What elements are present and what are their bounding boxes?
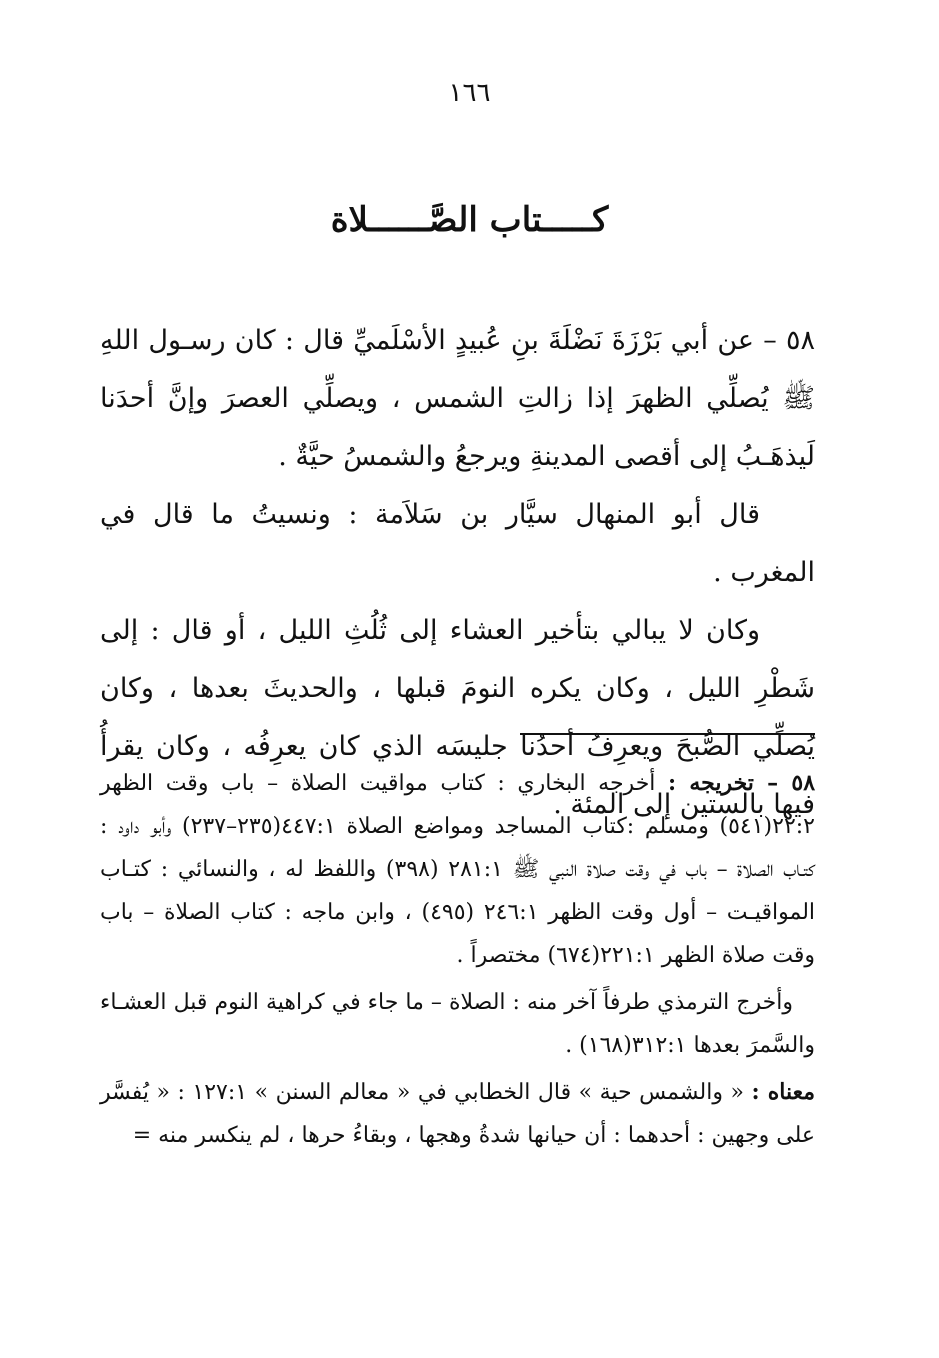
takhrij-text: أخرجه البخاري : كتاب مواقيت الصلاة – باب وقت الظهر ٢٢:٢(٥٤١) ومسلم :كتاب المساجد ومواضع الصلاة ٤٤٧:١(٢٣٥–٢٣٧) وأبو داود : كتـاب الصلاة – باب في وقت صلاة النبي ﷺ ٢٨١:١ (٣٩٨) واللفظ له ، والنسائي : كتـاب المواقيـت – أول وقت الظهر ٢٤٦:١ (٤٩٥) ، وابن ماجه : كتاب الصلاة – باب وقت صلاة الظهر ٢٢١:١(٦٧٤) مختصراً . [100,771,816,968]
tirmidhi-footnote: وأخرج الترمذي طرفاً آخر منه : الصلاة – ما جاء في كراهية النوم قبل العشـاء والسَّمرَ بعدها ٣١٢:١(١٦٨) . [100,990,815,1058]
footnotes [100,762,815,1157]
meaning-label: معناه : [751,1079,815,1105]
chapter-title: كـــــتاب الصَّــــــلاة [330,200,609,240]
hadith-text [100,312,815,834]
meaning-footnote [100,1071,815,1157]
hadith-paragraph: قال أبو المنهال سيَّار بن سَلاَمة : ونسيتُ ما قال في المغرب . [100,499,815,588]
footnote-separator [520,733,815,735]
hadith-paragraph: وكان لا يبالي بتأخير العشاء إلى ثُلُثِ الليل ، أو قال : إلى شَطْرِ الليل ، وكان يكره النومَ قبلها ، والحديثَ بعدها ، وكان يُصلِّي الصُّبحَ ويعرِفُ أحدُنا جليسَه الذي كان يعرِفُه ، وكان يقرأُ فيها بالستين إلى المئة . [100,615,815,820]
takhrij-label: ٥٨ – تخريجه : [667,770,816,796]
hadith-paragraph: ٥٨ – عن أبي بَرْزَةَ نَضْلَةَ بنِ عُبيدٍ الأسْلَميِّ قال : كان رسـول اللهِ ﷺ يُصلِّي الظهرَ إذا زالتِ الشمس ، ويصلِّي العصرَ وإنَّ أحدَنا لَيذهَـبُ إلى أقصى المدينةِ ويرجعُ والشمسُ حيَّةٌ . [100,325,815,472]
meaning-text: « والشمس حية » قال الخطابي في « معالم السنن » ١٢٧:١ : « يُفسَّر على وجهين : أحدهما : أن حيانها شدةُ وهجها ، وبقاءُ حرها ، لم ينكسر منه = [100,1080,815,1148]
takhrij-footnote [100,762,815,977]
page-number: ١٦٦ [448,78,491,108]
